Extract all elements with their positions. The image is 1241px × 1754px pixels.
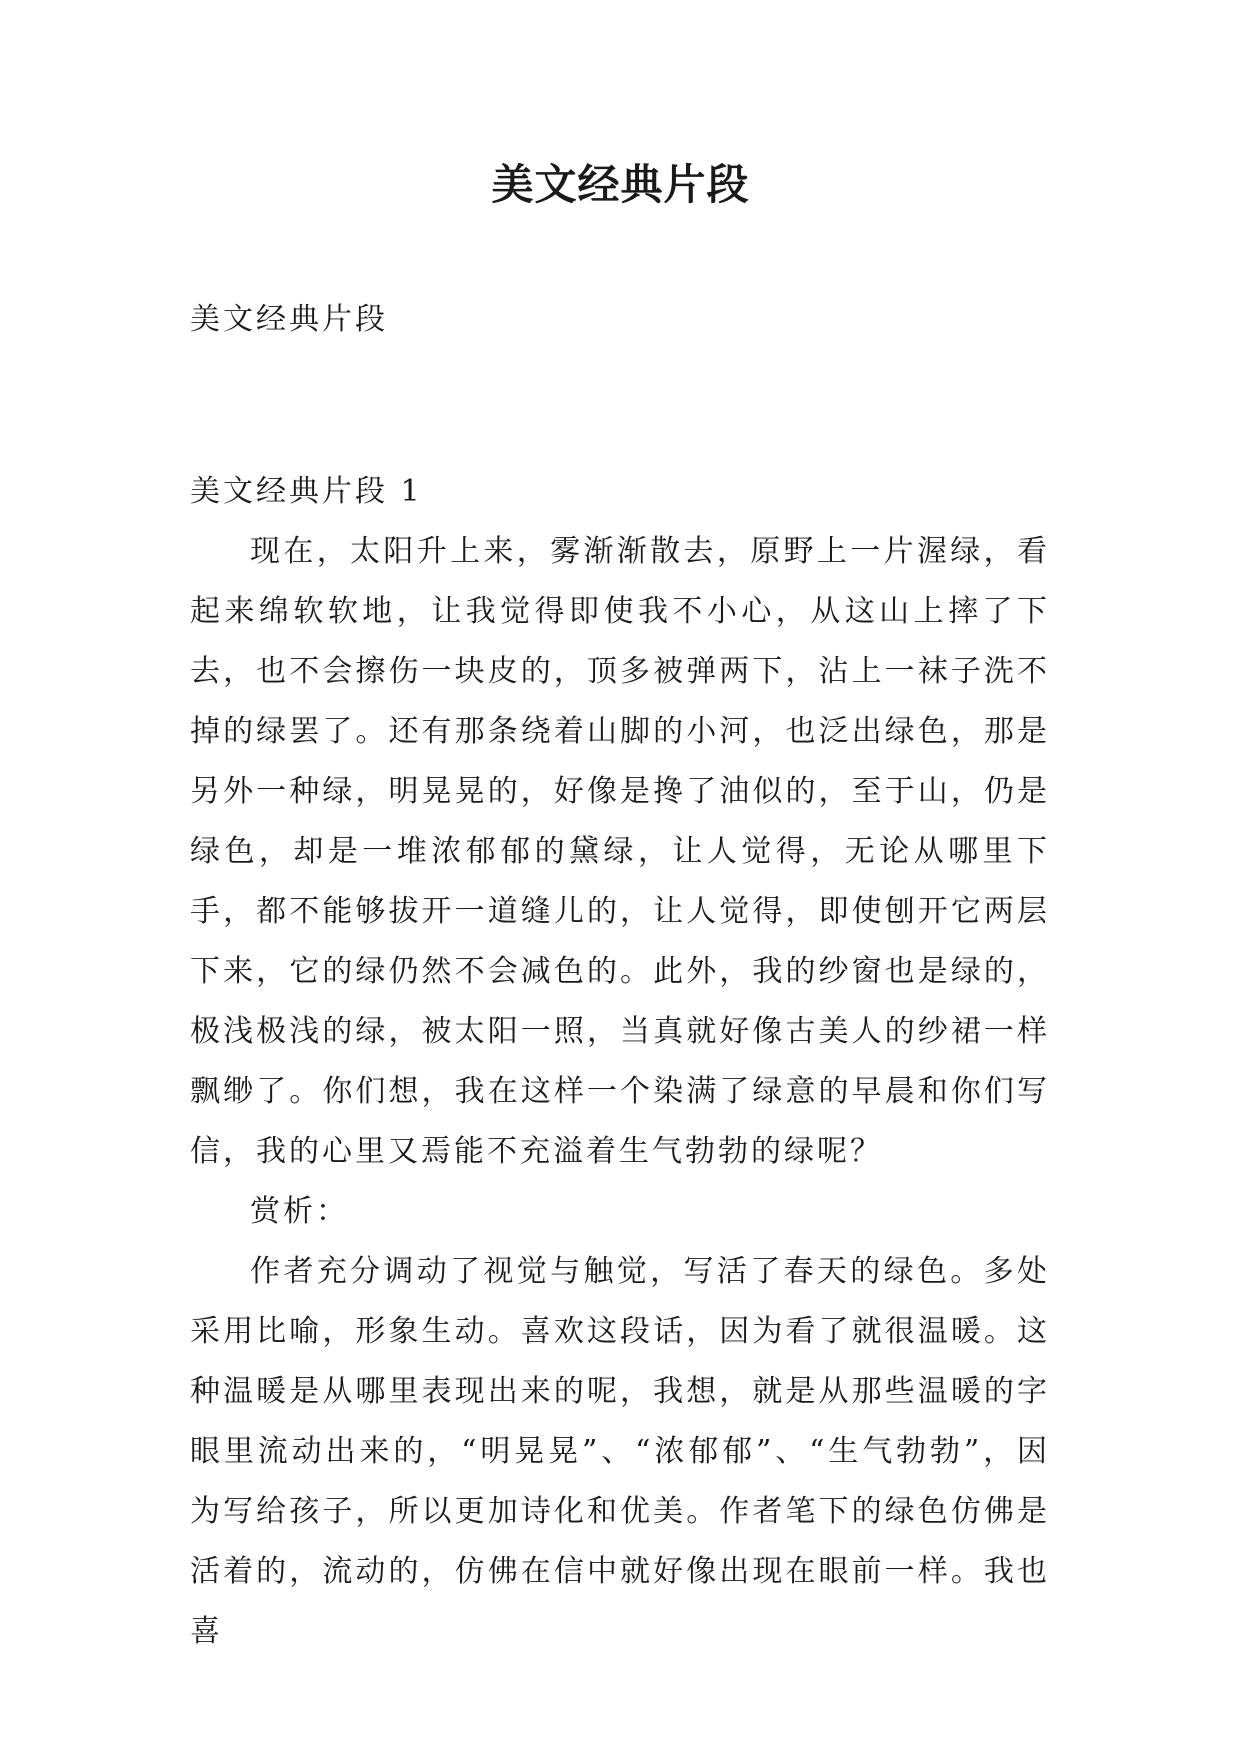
section-heading: 美文经典片段 1	[190, 474, 423, 509]
blank-space	[190, 350, 1050, 462]
document-body	[190, 290, 1050, 1662]
paragraph-passage: 现在，太阳升上来，雾渐渐散去，原野上一片渥绿，看起来绵软软地，让我觉得即使我不小心，从这山上摔了下去，也不会擦伤一块皮的，顶多被弹两下，沾上一袜子洗不掉的绿罢了。还有那条绕着山脚的小河，也泛出绿色，那是另外一种绿，明晃晃的，好像是搀了油似的，至于山，仍是绿色，却是一堆浓郁郁的黛绿，让人觉得，无论从哪里下手，都不能够拔开一道缝儿的，让人觉得，即使刨开它两层下来，它的绿仍然不会减色的。此外，我的纱窗也是绿的，极浅极浅的绿，被太阳一照，当真就好像古美人的纱裙一样飘缈了。你们想，我在这样一个染满了绿意的早晨和你们写信，我的心里又焉能不充溢着生气勃勃的绿呢？	[190, 534, 1050, 1169]
paragraph-analysis-label: 赏析：	[250, 1194, 349, 1229]
document-subtitle: 美文经典片段	[190, 302, 388, 337]
document-title: 美文经典片段	[491, 160, 750, 209]
paragraph-analysis: 作者充分调动了视觉与触觉，写活了春天的绿色。多处采用比喻，形象生动。喜欢这段话，因为看了就很温暖。这种温暖是从哪里表现出来的呢，我想，就是从那些温暖的字眼里流动出来的，“明晃晃”、“浓郁郁”、“生气勃勃”，因为写给孩子，所以更加诗化和优美。作者笔下的绿色仿佛是活着的，流动的，仿佛在信中就好像出现在眼前一样。我也喜	[190, 1254, 1050, 1649]
